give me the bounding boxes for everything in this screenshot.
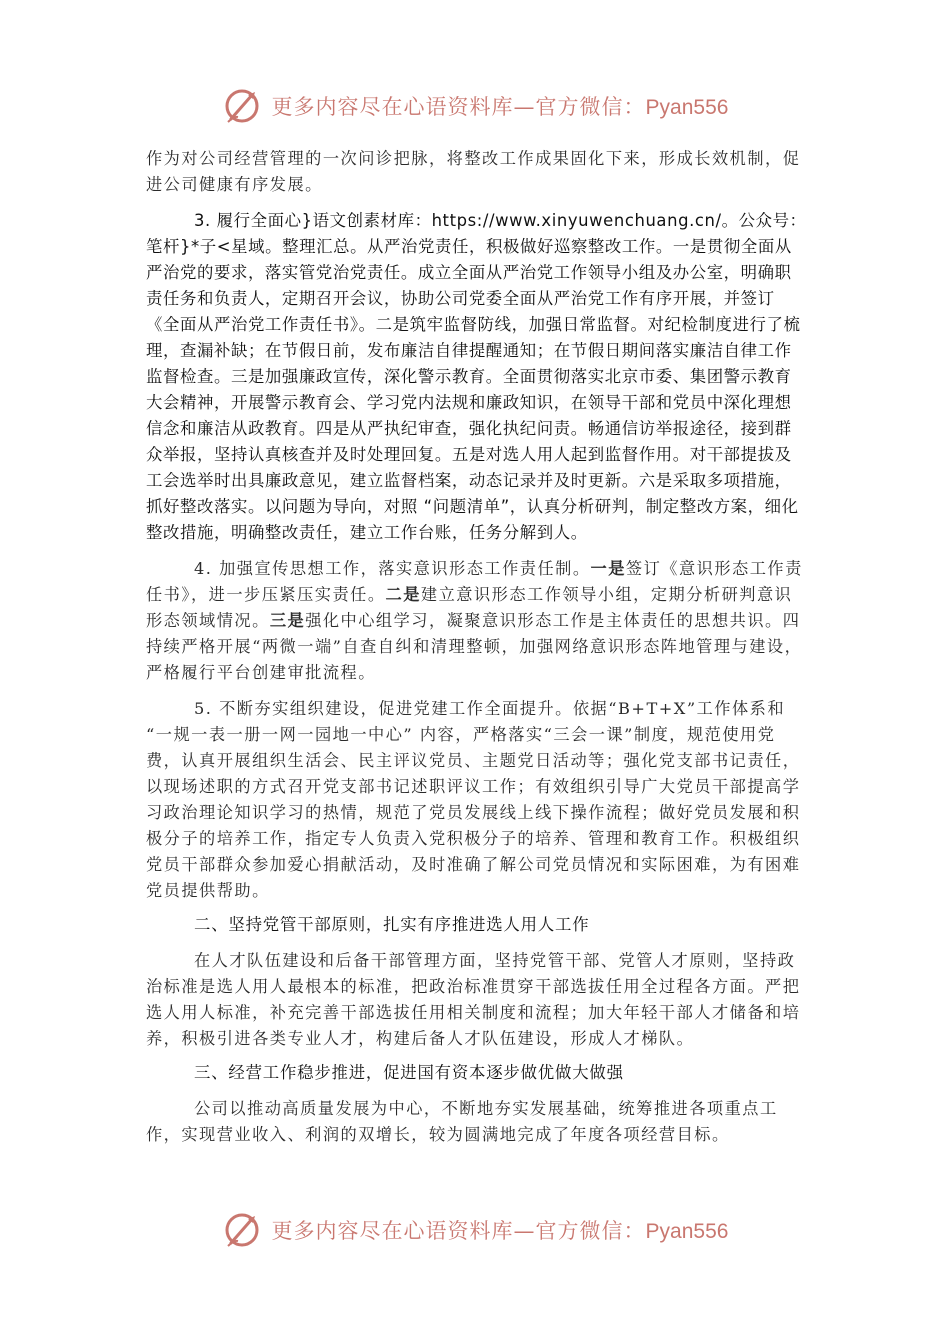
banner-contact-id: Pyan556 [645,96,729,119]
paragraph-item-4 [146,556,808,686]
banner-text [272,91,729,121]
item-4-title: 4. 加强宣传思想工作，落实意识形态工作责任制。 [194,559,591,578]
banner-contact-text: 官方微信： [535,95,646,119]
paragraph-section-3: 公司以推动高质量发展为中心，不断地夯实发展基础，统筹推进各项重点工作，实现营业收入、利润的双增长，较为圆满地完成了年度各项经营目标。 [146,1099,778,1144]
item-4-lead-3: 三是 [269,611,306,630]
paragraph-item-3: 3. 履行全面心}语文创素材库：https://www.xinyuwenchuang.cn/。公众号：笔杆}*子<星域。整理汇总。从严治党责任，积极做好巡察整改工作。一是贯彻全面从严治党的要求，落实管党治党责任。成立全面从严治党工作领导小组及办公室，明确职责任务和负责人，定期召开会议，协助公司党委全面从严治党工作有序开展，并签订《全面从严治党工作责任书》。二是筑牢监督防线，加强日常监督。对纪检制度进行了梳理，查漏补缺；在节假日前，发布廉洁自律提醒通知；在节假日期间落实廉洁自律工作监督检查。三是加强廉政宣传，深化警示教育。全面贯彻落实北京市委、集团警示教育大会精神，开展警示教育会、学习党内法规和廉政知识，在领导干部和党员中深化理想信念和廉洁从政教育。四是从严执纪审查，强化执纪问责。畅通信访举报途径，接到群众举报，坚持认真核查并及时处理回复。五是对选人用人起到监督作用。对干部提拔及工会选举时出具廉政意见，建立监督档案，动态记录并及时更新。六是采取多项措施，抓好整改落实。以问题为导向，对照 “问题清单”，认真分析研判，制定整改方案，细化整改措施，明确整改责任，建立工作台账，任务分解到人。 [146,211,807,542]
banner-dash: — [513,95,536,119]
item-4-lead-1: 一是 [590,559,626,578]
paragraph-section-2: 在人才队伍建设和后备干部管理方面，坚持党管干部、党管人才原则，坚持政治标准是选人用人最根本的标准，把政治标准贯穿干部选拔任用全过程各方面。严把选人用人标准，补充完善干部选拔任用相关制度和流程；加大年轻干部人才储备和培养，积极引进各类专业人才，构建后备人才队伍建设，形成人才梯队。 [146,951,801,1048]
banner-main-text: 更多内容尽在心语资料库 [271,95,514,119]
item-4-text-1: 签订《意识形态工作责任书》，进一步压紧压实责任。 [146,559,803,604]
section-heading-2: 二、坚持党管干部原则，扎实有序推进选人用人工作 [194,915,590,934]
item-4-lead-2: 二是 [385,585,421,604]
pen-logo-icon [222,1210,262,1250]
item-4-text-2: 建立意识形态工作领导小组，定期分析研判意识形态领域情况。 [146,585,793,630]
banner-text [272,1215,729,1245]
header-watermark-banner [0,82,950,130]
banner-contact-text: 官方微信： [535,1219,646,1243]
pen-logo-icon [222,86,262,126]
banner-main-text: 更多内容尽在心语资料库 [271,1219,514,1243]
banner-dash: — [513,1219,536,1243]
section-heading-3: 三、经营工作稳步推进，促进国有资本逐步做优做大做强 [194,1063,624,1082]
footer-watermark-banner [0,1206,950,1254]
paragraph-item-5: 5. 不断夯实组织建设，促进党建工作全面提升。依据“B+T+X”工作体系和 “一规一表一册一网一园地一中心” 内容，严格落实“三会一课”制度，规范使用党费，认真开展组织生活会、民主评议党员、主题党日活动等；强化党支部书记责任，以现场述职的方式召开党支部书记述职评议工作；有效组织引导广大党员干部提高学习政治理论知识学习的热情，规范了党员发展线上线下操作流程；做好党员发展和积极分子的培养工作，指定专人负责入党积极分子的培养、管理和教育工作。积极组织党员干部群众参加爱心捐献活动，及时准确了解公司党员情况和实际困难，为有困难党员提供帮助。 [146,699,801,900]
item-4-text-3: 强化中心组学习，凝聚意识形态工作是主体责任的思想共识。四持续严格开展“两微一端”自查自纠和清理整顿，加强网络意识形态阵地管理与建设，严格履行平台创建审批流程。 [146,611,803,682]
document-body [146,146,808,1148]
banner-contact-id: Pyan556 [645,1220,729,1243]
paragraph-continuation: 作为对公司经营管理的一次问诊把脉，将整改工作成果固化下来，形成长效机制，促进公司健康有序发展。 [146,149,801,194]
